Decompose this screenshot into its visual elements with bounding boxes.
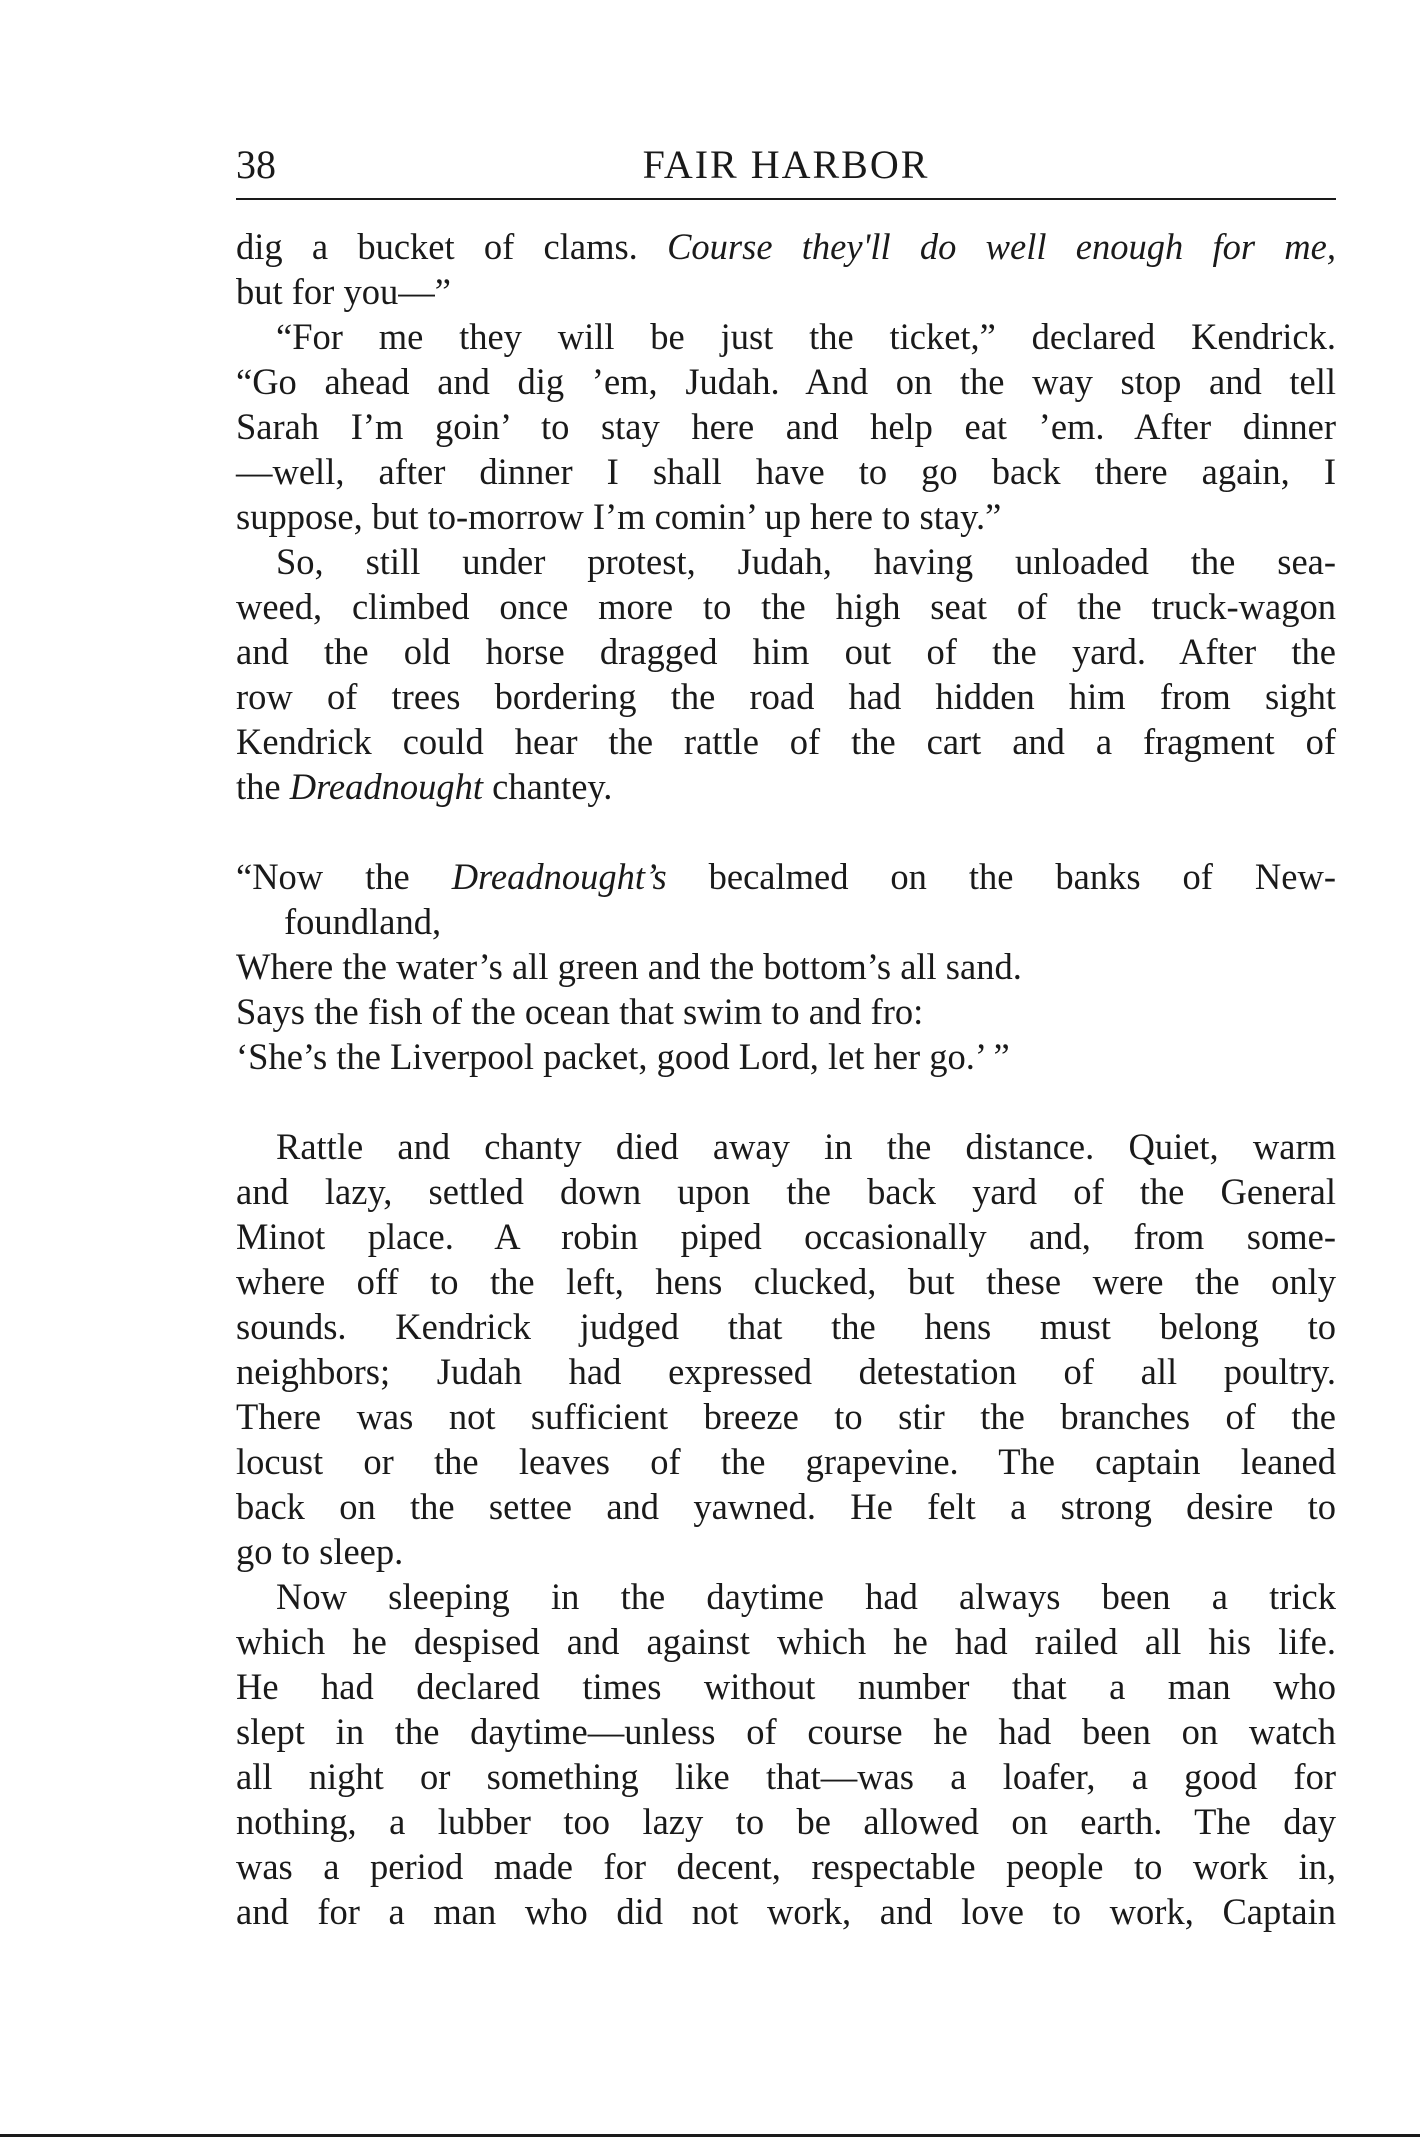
text-line: locust or the leaves of the grapevine. The captain leaned [236, 1441, 1336, 1482]
text-line: weed, climbed once more to the high seat of the truck-wagon [236, 586, 1336, 627]
text-line [236, 764, 1336, 809]
text-line: “For me they will be just the ticket,” declared Kendrick. [276, 316, 1336, 357]
text-line: where off to the left, hens clucked, but these were the only [236, 1261, 1336, 1302]
text-line: Now sleeping in the daytime had always been a trick [276, 1576, 1336, 1617]
text-line: There was not sufficient breeze to stir the branches of the [236, 1396, 1336, 1437]
text-line: Rattle and chanty died away in the distance. Quiet, warm [276, 1126, 1336, 1167]
text-line: suppose, but to-morrow I’m comin’ up here to stay.” [236, 496, 1002, 537]
text-line: So, still under protest, Judah, having unloaded the sea- [276, 541, 1336, 582]
text-line: but for you—” [236, 271, 451, 312]
body-text [236, 224, 1336, 1934]
text-line: neighbors; Judah had expressed detestation of all poultry. [236, 1351, 1336, 1392]
text-line: was a period made for decent, respectable people to work in, [236, 1846, 1336, 1887]
verse-line: Where the water’s all green and the bottom’s all sand. [236, 946, 1022, 987]
text-line: Sarah I’m goin’ to stay here and help eat ’em. After dinner [236, 406, 1336, 447]
text-line: “Go ahead and dig ’em, Judah. And on the way stop and tell [236, 361, 1336, 402]
running-head [236, 136, 1336, 200]
spacer [236, 1079, 1336, 1124]
page-edge-rule [0, 2134, 1420, 2137]
running-title: FAIR HARBOR [642, 142, 930, 187]
text-line: Kendrick could hear the rattle of the cart and a fragment of [236, 721, 1336, 762]
text-line: and lazy, settled down upon the back yard of the General [236, 1171, 1336, 1212]
text-line: row of trees bordering the road had hidden him from sight [236, 676, 1336, 717]
text-line: Minot place. A robin piped occasionally and, from some- [236, 1216, 1336, 1257]
italic-text: Course they'll do well enough for me, [667, 226, 1336, 267]
text-line: —well, after dinner I shall have to go back there again, I [236, 451, 1336, 492]
verse-line: ‘She’s the Liverpool packet, good Lord, let her go.’ ” [236, 1036, 1010, 1077]
text-line: sounds. Kendrick judged that the hens must belong to [236, 1306, 1336, 1347]
text-line: and the old horse dragged him out of the yard. After the [236, 631, 1336, 672]
text-line: all night or something like that—was a loafer, a good for [236, 1756, 1336, 1797]
text-run: “Now the [236, 856, 452, 897]
text-line: go to sleep. [236, 1531, 404, 1572]
verse-line: Says the fish of the ocean that swim to and fro: [236, 991, 924, 1032]
text-line: nothing, a lubber too lazy to be allowed on earth. The day [236, 1801, 1336, 1842]
page-number: 38 [236, 142, 276, 187]
italic-text: Dreadnought [289, 766, 484, 807]
text-run: becalmed on the banks of New- [666, 856, 1336, 897]
text-line [236, 224, 1336, 269]
verse-line [236, 854, 1336, 899]
text-line: and for a man who did not work, and love to work, Captain [236, 1891, 1336, 1932]
italic-text: Dreadnought’s [451, 856, 667, 897]
verse-block [236, 854, 1336, 1079]
verse-line: foundland, [284, 901, 442, 942]
text-line: He had declared times without number that a man who [236, 1666, 1336, 1707]
text-line: slept in the daytime—unless of course he had been on watch [236, 1711, 1336, 1752]
text-line: back on the settee and yawned. He felt a strong desire to [236, 1486, 1336, 1527]
text-run: dig a bucket of clams. [236, 226, 668, 267]
text-run: the [236, 766, 290, 807]
text-line: which he despised and against which he had railed all his life. [236, 1621, 1336, 1662]
spacer [236, 809, 1336, 854]
text-run: chantey. [483, 766, 613, 807]
